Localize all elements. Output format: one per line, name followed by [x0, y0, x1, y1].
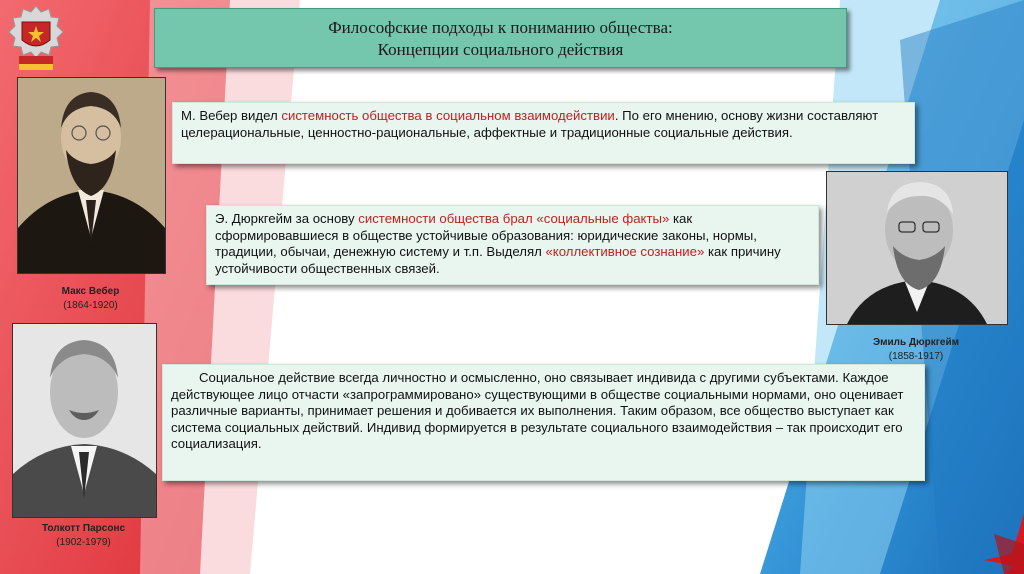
durkheim-text-part1: Э. Дюркгейм за основу: [215, 211, 359, 226]
durkheim-highlight-1: системности общества брал «социальные факты»: [358, 211, 670, 226]
weber-name: Макс Вебер: [61, 286, 120, 297]
weber-caption: [17, 285, 164, 313]
parsons-text: Социальное действие всегда личностно и осмысленно, оно связывает индивида с другими субъектами. Каждое действующее лицо отчасти «запрограммировано» существующими в обществе социальными нормами, оно оценивает различные варианты, принимает решения и добивается их выполнения. Таким образом, все общество выступает как система социальных действий. Индивид формируется в результате социального взаимодействия – так происходит его социализация.: [171, 370, 904, 451]
durkheim-text-box: [206, 205, 819, 285]
parsons-text-box: [162, 364, 925, 481]
slide-title: [154, 8, 847, 68]
durkheim-portrait: [826, 171, 1008, 325]
durkheim-text-part2: как сформировавшиеся в обществе устойчивые образования: юридические законы, нормы, традиции, обычаи, денежную систему и т.п. Выделял: [215, 211, 757, 259]
parsons-portrait: [12, 323, 157, 518]
durkheim-highlight-2: «коллективное сознание»: [545, 244, 705, 259]
emblem-logo: [7, 4, 65, 74]
red-star-icon: [964, 504, 1024, 574]
parsons-name: Толкотт Парсонс: [41, 523, 126, 534]
weber-years: (1864-1920): [63, 300, 118, 311]
durkheim-name: Эмиль Дюркгейм: [873, 337, 959, 348]
weber-text-part2: . По его мнению, основу жизни составляют целерациональные, ценностно-рациональные, аффектные и традиционные социальные действия.: [181, 108, 879, 140]
durkheim-text-part3: как причину устойчивости общественных связей.: [215, 244, 781, 276]
durkheim-years: (1858-1917): [888, 351, 944, 362]
weber-text-box: [172, 102, 915, 164]
weber-text-part1: М. Вебер видел: [181, 108, 282, 123]
weber-portrait: [17, 77, 166, 274]
title-line-1: Философские подходы к пониманию общества:: [328, 18, 673, 37]
weber-highlight: системность общества в социальном взаимодействии: [281, 108, 615, 123]
durkheim-caption: [826, 336, 1006, 364]
parsons-caption: [12, 522, 155, 550]
parsons-years: (1902-1979): [56, 537, 111, 548]
title-line-2: Концепции социального действия: [377, 40, 624, 59]
